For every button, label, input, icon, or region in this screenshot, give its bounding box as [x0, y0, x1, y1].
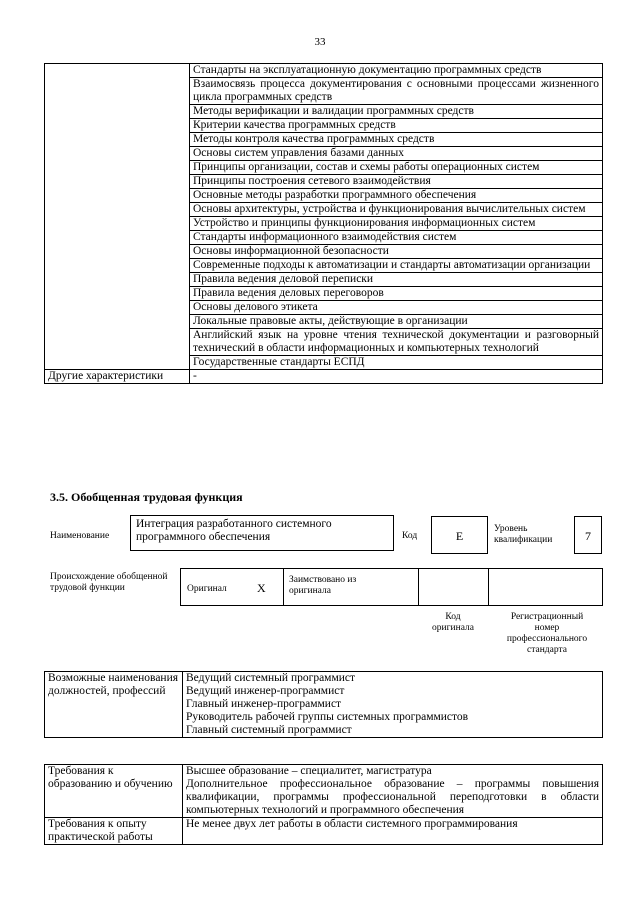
- knowledge-item: Критерии качества программных средств: [190, 119, 603, 133]
- position-item: Ведущий системный программист: [186, 672, 356, 684]
- knowledge-item: Принципы построения сетевого взаимодействия: [190, 175, 603, 189]
- requirement-item: Высшее образование – специалитет, магистратура: [186, 765, 432, 777]
- original-label: Оригинал: [187, 584, 227, 594]
- knowledge-item: Основные методы разработки программного обеспечения: [190, 189, 603, 203]
- positions-table: [44, 671, 603, 738]
- level-value: 7: [585, 529, 591, 543]
- borrowed-label: Заимствовано из оригинала: [289, 575, 357, 596]
- knowledge-item: Методы контроля качества программных средств: [190, 133, 603, 147]
- other-characteristics-row: [45, 370, 603, 384]
- positions-label: Возможные наименования должностей, профессий: [45, 672, 183, 738]
- requirement-label: Требования к опыту практической работы: [45, 818, 183, 845]
- origin-code-cell: [418, 569, 489, 605]
- position-item: Главный системный программист: [186, 724, 352, 736]
- knowledge-row: [45, 64, 603, 78]
- level-label: Уровень квалификации: [494, 524, 553, 545]
- other-characteristics-value: -: [190, 370, 603, 384]
- knowledge-item: Английский язык на уровне чтения технической документации и разговорный технический в области информационных и компьютерных технологий: [190, 329, 603, 356]
- position-item: Главный инженер-программист: [186, 698, 342, 710]
- function-name: Интеграция разработанного системного программного обеспечения: [136, 518, 332, 543]
- knowledge-item: Методы верификации и валидации программных средств: [190, 105, 603, 119]
- requirements-table: [44, 764, 603, 845]
- requirement-row: [45, 818, 603, 845]
- code-original-caption: Код оригинала: [432, 612, 474, 633]
- code-box: [431, 516, 488, 554]
- knowledge-item: Государственные стандарты ЕСПД: [190, 356, 603, 370]
- name-label: Наименование: [50, 531, 110, 541]
- knowledge-item: Правила ведения деловой переписки: [190, 273, 603, 287]
- origin-borrowed-cell: [283, 569, 419, 605]
- knowledge-item: Стандарты информационного взаимодействия систем: [190, 231, 603, 245]
- requirement-item: Дополнительное профессиональное образование – программы повышения квалификации, программы профессиональной переподготовки в области компьютерных технологий и программного обеспечения: [186, 778, 599, 816]
- knowledge-item: Основы информационной безопасности: [190, 245, 603, 259]
- positions-list: [183, 672, 603, 738]
- requirement-label: Требования к образованию и обучению: [45, 765, 183, 818]
- position-item: Ведущий инженер-программист: [186, 685, 345, 697]
- knowledge-label-cell: [45, 64, 190, 370]
- function-name-box: [130, 515, 394, 551]
- knowledge-item: Основы делового этикета: [190, 301, 603, 315]
- origin-original-cell: [181, 569, 284, 605]
- knowledge-item: Правила ведения деловых переговоров: [190, 287, 603, 301]
- knowledge-item: Основы архитектуры, устройства и функционирования вычислительных систем: [190, 203, 603, 217]
- code-label: Код: [402, 531, 418, 541]
- original-mark: X: [257, 581, 266, 595]
- reg-number-caption: Регистрационный номер профессионального стандарта: [506, 612, 588, 655]
- requirement-items: [183, 765, 603, 818]
- requirement-items: [183, 818, 603, 845]
- knowledge-item: Стандарты на эксплуатационную документацию программных средств: [190, 64, 603, 78]
- knowledge-table: [44, 63, 603, 384]
- level-box: [574, 516, 602, 554]
- section-title: 3.5. Обобщенная трудовая функция: [50, 490, 243, 504]
- positions-row: [45, 672, 603, 738]
- origin-label: Происхождение обобщенной трудовой функции: [50, 572, 168, 593]
- requirement-row: [45, 765, 603, 818]
- origin-row: [180, 568, 603, 606]
- requirement-item: Не менее двух лет работы в области системного программирования: [186, 818, 518, 830]
- knowledge-item: Локальные правовые акты, действующие в организации: [190, 315, 603, 329]
- origin-reg-cell: [488, 569, 602, 605]
- code-value: E: [455, 529, 464, 543]
- page-number: 33: [314, 36, 326, 48]
- position-item: Руководитель рабочей группы системных программистов: [186, 711, 469, 723]
- knowledge-item: Принципы организации, состав и схемы работы операционных систем: [190, 161, 603, 175]
- knowledge-item: Взаимосвязь процесса документирования с основными процессами жизненного цикла программных средств: [190, 78, 603, 105]
- knowledge-item: Основы систем управления базами данных: [190, 147, 603, 161]
- other-characteristics-label: Другие характеристики: [45, 370, 190, 384]
- knowledge-item: Современные подходы к автоматизации и стандарты автоматизации организации: [190, 259, 603, 273]
- knowledge-item: Устройство и принципы функционирования информационных систем: [190, 217, 603, 231]
